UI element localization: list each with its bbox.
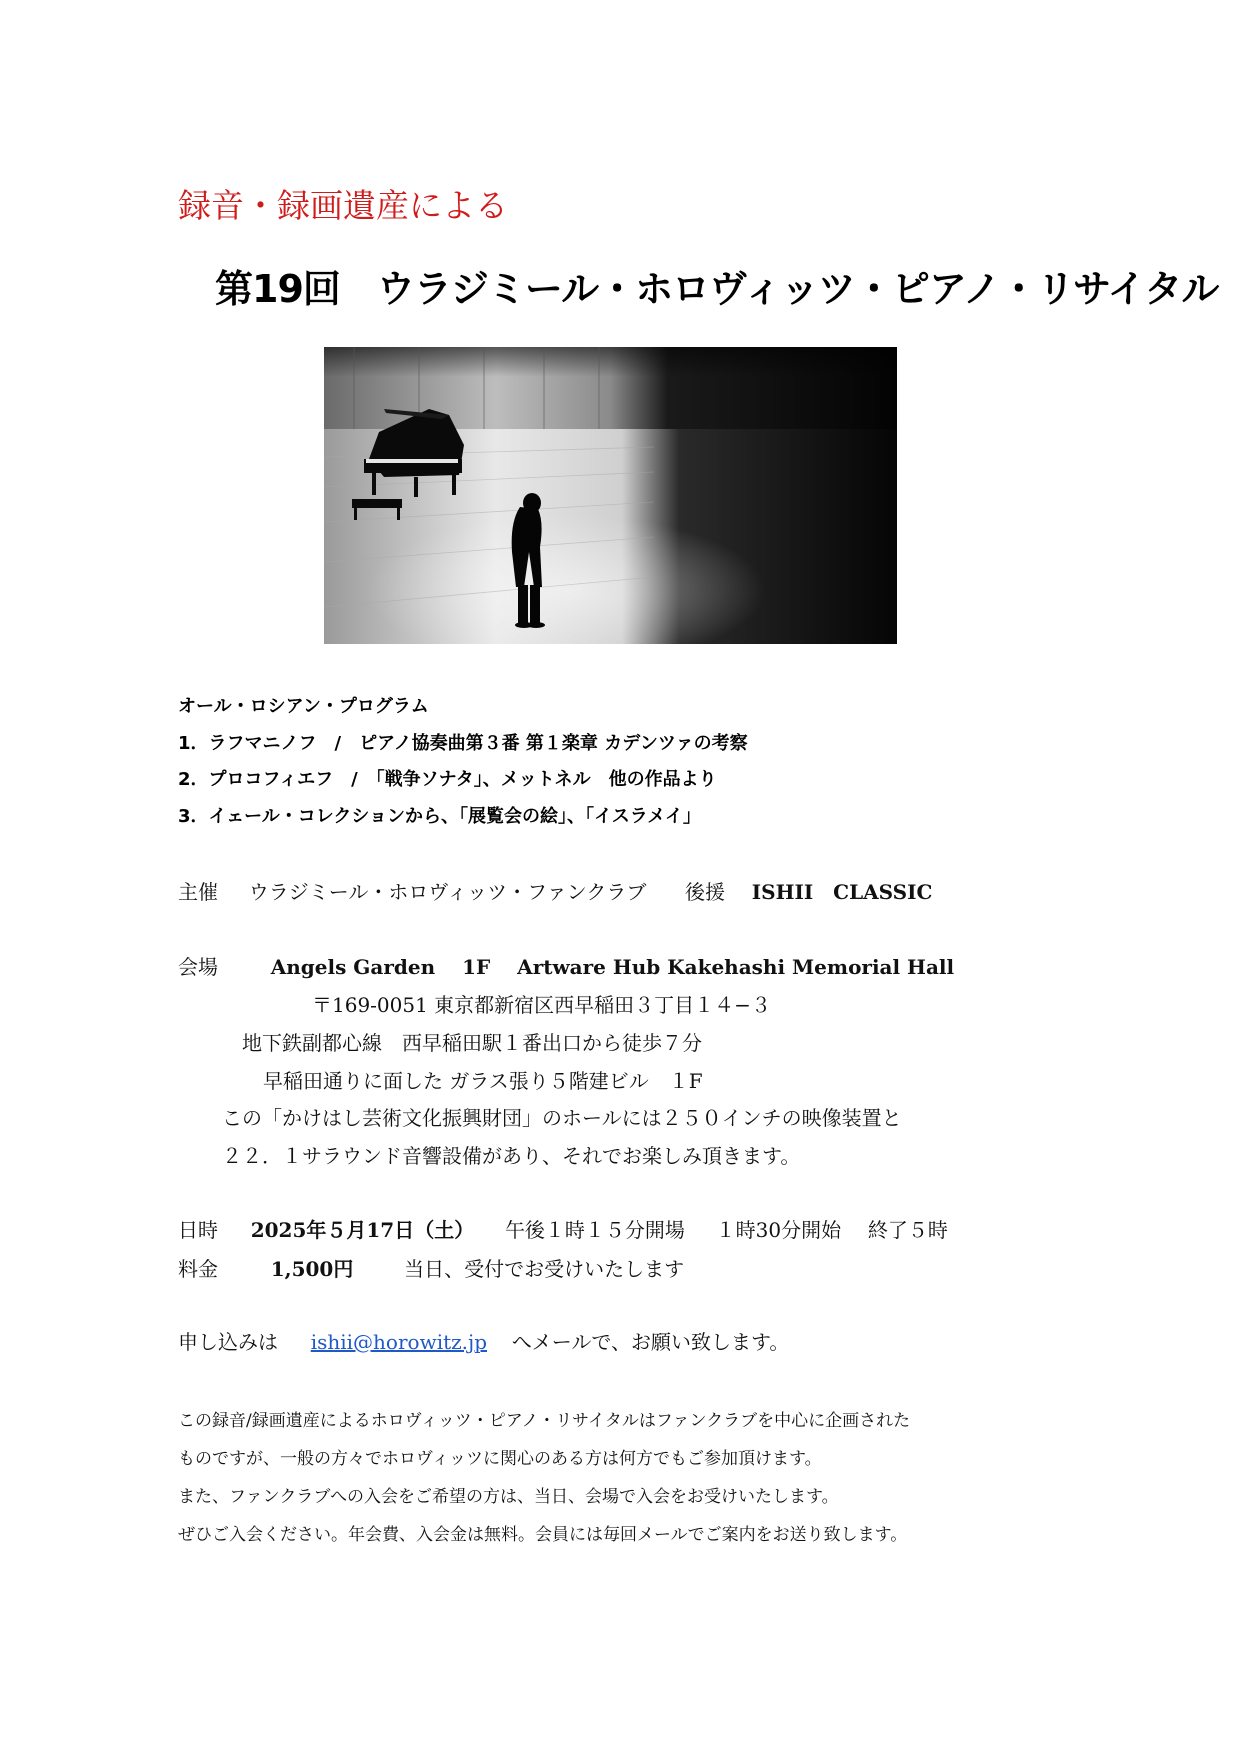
schedule-end: 終了５時 — [867, 1218, 948, 1242]
note-line-3: また、ファンクラブへの入会をご希望の方は、当日、会場で入会をお受けいたします。 — [178, 1487, 839, 1507]
venue-description-2: ２２．１サラウンド音響設備があり、それでお楽しみ頂きます。 — [222, 1144, 801, 1168]
event-title: 第19回 ウラジミール・ホロヴィッツ・ピアノ・リサイタル — [215, 267, 1219, 311]
note-line-4: ぜひご入会ください。年会費、入会金は無料。会員には毎回メールでご案内をお送り致します。 — [178, 1525, 908, 1545]
fee-label: 料金 — [178, 1257, 218, 1281]
schedule-date: 2025年５月17日（土） — [250, 1218, 475, 1242]
event-subtitle: 録音・録画遺産による — [178, 186, 508, 225]
apply-suffix: へメールで、お願い致します。 — [511, 1330, 790, 1354]
schedule-open: 午後１時１５分開場 — [504, 1218, 685, 1242]
organizer-line — [178, 876, 932, 905]
schedule-start: １時30分開始 — [715, 1218, 842, 1242]
schedule-label: 日時 — [178, 1218, 218, 1242]
apply-prefix: 申し込みは — [178, 1330, 278, 1354]
note-line-2: ものですが、一般の方々でホロヴィッツに関心のある方は何方でもご参加頂けます。 — [178, 1449, 822, 1469]
program-heading: オール・ロシアン・プログラム — [178, 696, 429, 717]
fee-amount: 1,500円 — [270, 1257, 354, 1281]
sponsor-label: 後援 — [685, 880, 726, 904]
venue-label: 会場 — [178, 955, 218, 979]
program-item-2: 2．プロコフィエフ / 「戦争ソナタ」、メットネル 他の作品より — [178, 769, 717, 790]
venue-line — [178, 951, 954, 980]
schedule-line — [178, 1214, 948, 1243]
venue-name: Angels Garden 1F Artware Hub Kakehashi Memorial Hall — [270, 955, 955, 979]
program-item-3: 3．イェール・コレクションから、「展覧会の絵」、「イスラメイ」 — [178, 806, 701, 827]
program-item-1: 1．ラフマニノフ / ピアノ協奏曲第３番 第１楽章 カデンツァの考察 — [178, 733, 748, 754]
venue-address: 〒169-0051 東京都新宿区西早稲田３丁目１４−３ — [312, 993, 771, 1017]
venue-building: 早稲田通りに面した ガラス張り５階建ビル １F — [263, 1069, 703, 1093]
organizer-name: ウラジミール・ホロヴィッツ・ファンクラブ — [248, 880, 647, 904]
fee-note: 当日、受付でお受けいたします — [404, 1257, 685, 1281]
note-line-1: この録音/録画遺産によるホロヴィッツ・ピアノ・リサイタルはファンクラブを中心に企画された — [178, 1411, 911, 1431]
venue-access: 地下鉄副都心線 西早稲田駅１番出口から徒歩７分 — [242, 1031, 702, 1055]
stage-photo — [324, 347, 897, 644]
fee-line — [178, 1253, 684, 1282]
stage-photo-image — [324, 347, 897, 644]
venue-description-1: この「かけはし芸術文化振興財団」のホールには２５０インチの映像装置と — [222, 1106, 902, 1130]
sponsor-name: ISHII CLASSIC — [751, 880, 933, 904]
email-link[interactable]: ishii@horowitz.jp — [310, 1330, 488, 1354]
apply-line — [178, 1326, 789, 1355]
organizer-label: 主催 — [178, 880, 218, 904]
